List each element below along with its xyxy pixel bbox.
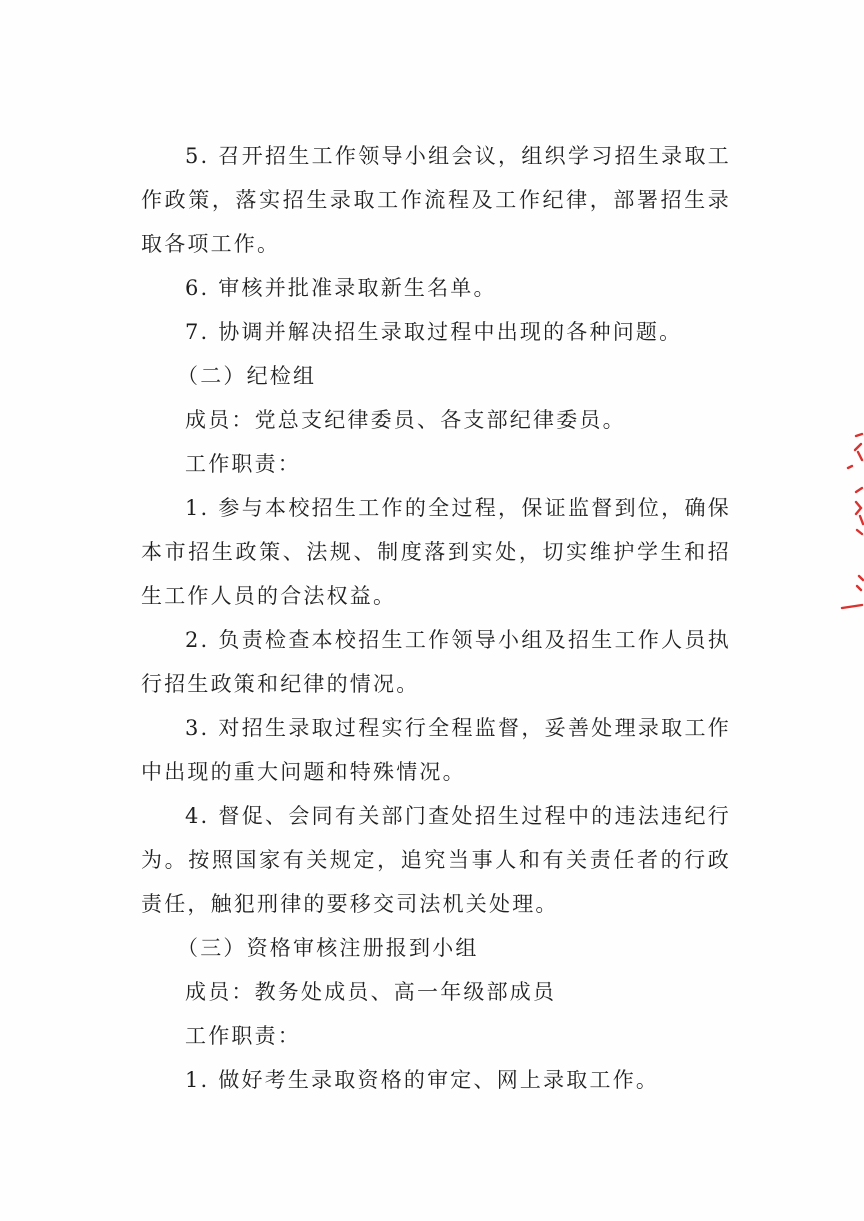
document-body [141, 134, 731, 1102]
section-heading-discipline-group: （二）纪检组 [177, 364, 317, 388]
duty-item-2: 2. 负责检查本校招生工作领导小组及招生工作人员执行招生政策和纪律的情况。 [141, 628, 731, 696]
paragraph-item-7: 7. 协调并解决招生录取过程中出现的各种问题。 [185, 320, 683, 344]
duties-label-discipline: 工作职责： [185, 452, 301, 476]
red-seal-stamp-fragment [834, 430, 864, 615]
duty-item-4: 4. 督促、会同有关部门查处招生过程中的违法违纪行为。按照国家有关规定，追究当事人和有关责任者的行政责任，触犯刑律的要移交司法机关处理。 [141, 804, 731, 916]
registration-duty-item-1: 1. 做好考生录取资格的审定、网上录取工作。 [185, 1068, 660, 1092]
members-line-registration: 成员：教务处成员、高一年级部成员 [185, 980, 557, 1004]
paragraph-item-6: 6. 审核并批准录取新生名单。 [185, 276, 497, 300]
duty-item-3: 3. 对招生录取过程实行全程监督，妥善处理录取工作中出现的重大问题和特殊情况。 [141, 716, 731, 784]
members-line-discipline: 成员：党总支纪律委员、各支部纪律委员。 [185, 408, 626, 432]
section-heading-registration-group: （三）资格审核注册报到小组 [177, 936, 479, 960]
duty-item-1: 1. 参与本校招生工作的全过程，保证监督到位，确保本市招生政策、法规、制度落到实处，切实维护学生和招生工作人员的合法权益。 [141, 496, 731, 608]
paragraph-item-5: 5. 召开招生工作领导小组会议，组织学习招生录取工作政策，落实招生录取工作流程及工作纪律，部署招生录取各项工作。 [141, 144, 731, 256]
duties-label-registration: 工作职责： [185, 1024, 301, 1048]
